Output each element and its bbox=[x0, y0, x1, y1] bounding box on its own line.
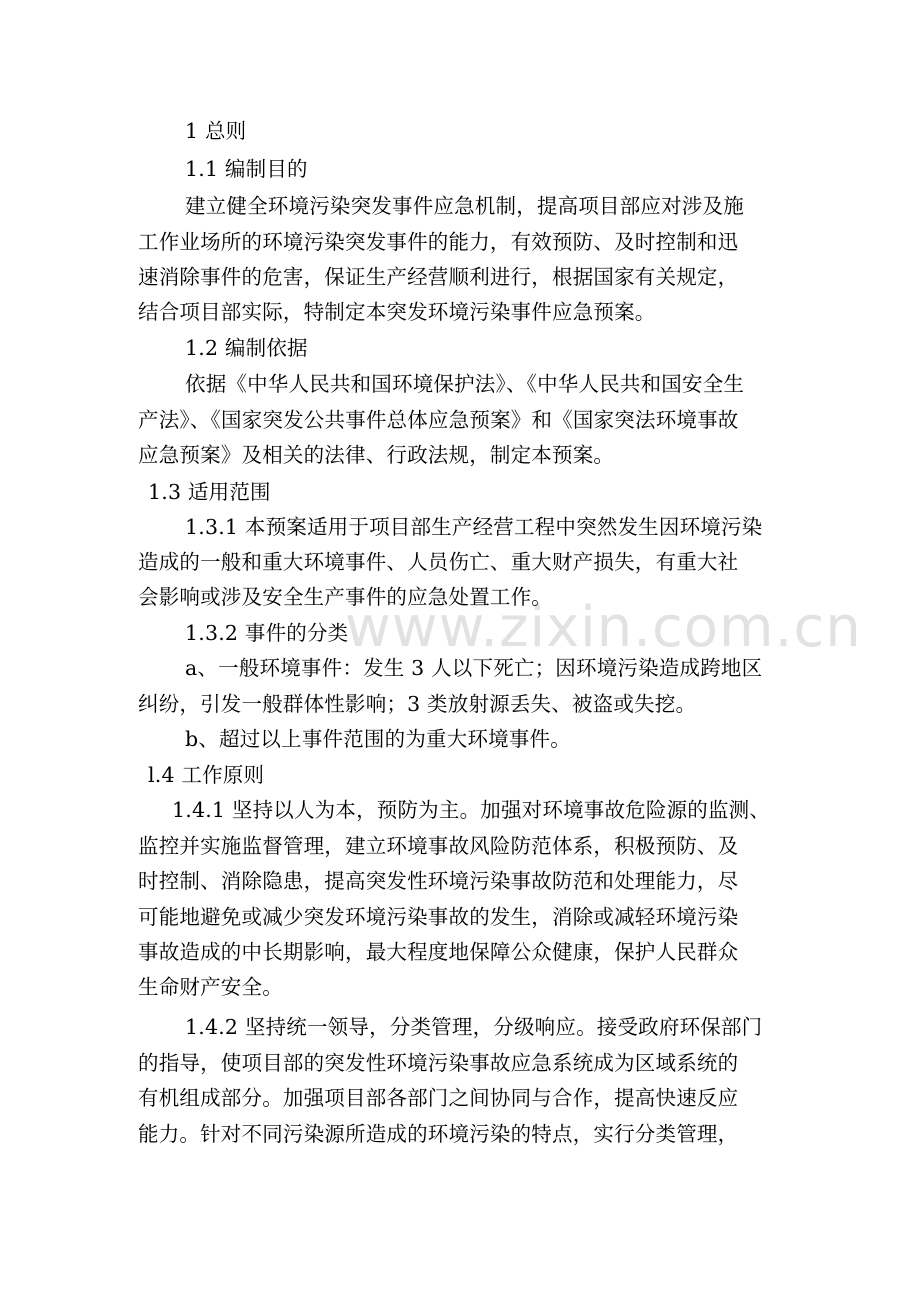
paragraph-line: 1.4.2 坚持统一领导，分类管理，分级响应。接受政府环保部门 bbox=[185, 1015, 763, 1039]
heading-1-4: l.4 工作原则 bbox=[148, 763, 265, 787]
paragraph-line: b、超过以上事件范围的为重大环境事件。 bbox=[185, 727, 571, 751]
paragraph-line: 的指导，使项目部的突发性环境污染事故应急系统成为区域系统的 bbox=[138, 1051, 739, 1075]
heading-1-1: 1.1 编制目的 bbox=[185, 157, 308, 181]
paragraph-line: 建立健全环境污染突发事件应急机制，提高项目部应对涉及施 bbox=[185, 194, 744, 218]
paragraph-line: 可能地避免或减少突发环境污染事故的发生，消除或减轻环境污染 bbox=[138, 905, 739, 929]
heading-1-3: 1.3 适用范围 bbox=[148, 480, 271, 504]
paragraph-line: 1.4.1 坚持以人为本，预防为主。加强对环境事故危险源的监测、 bbox=[172, 798, 771, 822]
paragraph-line: 速消除事件的危害，保证生产经营顺利进行，根据国家有关规定， bbox=[138, 265, 739, 289]
paragraph-line: a、一般环境事件：发生 3 人以下死亡；因环境污染造成跨地区 bbox=[185, 656, 763, 680]
paragraph-line: 事故造成的中长期影响，最大程度地保障公众健康，保护人民群众 bbox=[138, 940, 739, 964]
paragraph-line: 造成的一般和重大环境事件、人员伤亡、重大财产损失，有重大社 bbox=[138, 550, 739, 574]
watermark: www.zixin.com.cn bbox=[345, 595, 862, 660]
heading-1: 1 总则 bbox=[185, 119, 247, 143]
paragraph-line: 有机组成部分。加强项目部各部门之间协同与合作，提高快速反应 bbox=[138, 1086, 739, 1110]
paragraph-line: 产法》、《国家突发公共事件总体应急预案》和《国家突法环境事故 bbox=[138, 408, 739, 432]
heading-1-2: 1.2 编制依据 bbox=[185, 336, 308, 360]
paragraph-line: 生命财产安全。 bbox=[138, 975, 283, 999]
paragraph-line: 会影响或涉及安全生产事件的应急处置工作。 bbox=[138, 585, 552, 609]
paragraph-line: 工作业场所的环境污染突发事件的能力，有效预防、及时控制和迅 bbox=[138, 230, 739, 254]
paragraph-line: 时控制、消除隐患，提高突发性环境污染事故防范和处理能力，尽 bbox=[138, 869, 739, 893]
paragraph-line: 依据《中华人民共和国环境保护法》、《中华人民共和国安全生 bbox=[185, 372, 745, 396]
paragraph-line: 纠纷，引发一般群体性影响；3 类放射源丢失、被盗或失挖。 bbox=[138, 692, 697, 716]
paragraph-line: 能力。针对不同污染源所造成的环境污染的特点，实行分类管理， bbox=[138, 1122, 739, 1146]
paragraph-line: 结合项目部实际，特制定本突发环境污染事件应急预案。 bbox=[138, 300, 656, 324]
paragraph-line: 监控并实施监督管理，建立环境事故风险防范体系，积极预防、及 bbox=[138, 834, 739, 858]
paragraph-line: 1.3.1 本预案适用于项目部生产经营工程中突然发生因环境污染 bbox=[185, 515, 763, 539]
paragraph-line: 应急预案》及相关的法律、行政法规，制定本预案。 bbox=[138, 443, 615, 467]
heading-1-3-2: 1.3.2 事件的分类 bbox=[185, 621, 349, 645]
